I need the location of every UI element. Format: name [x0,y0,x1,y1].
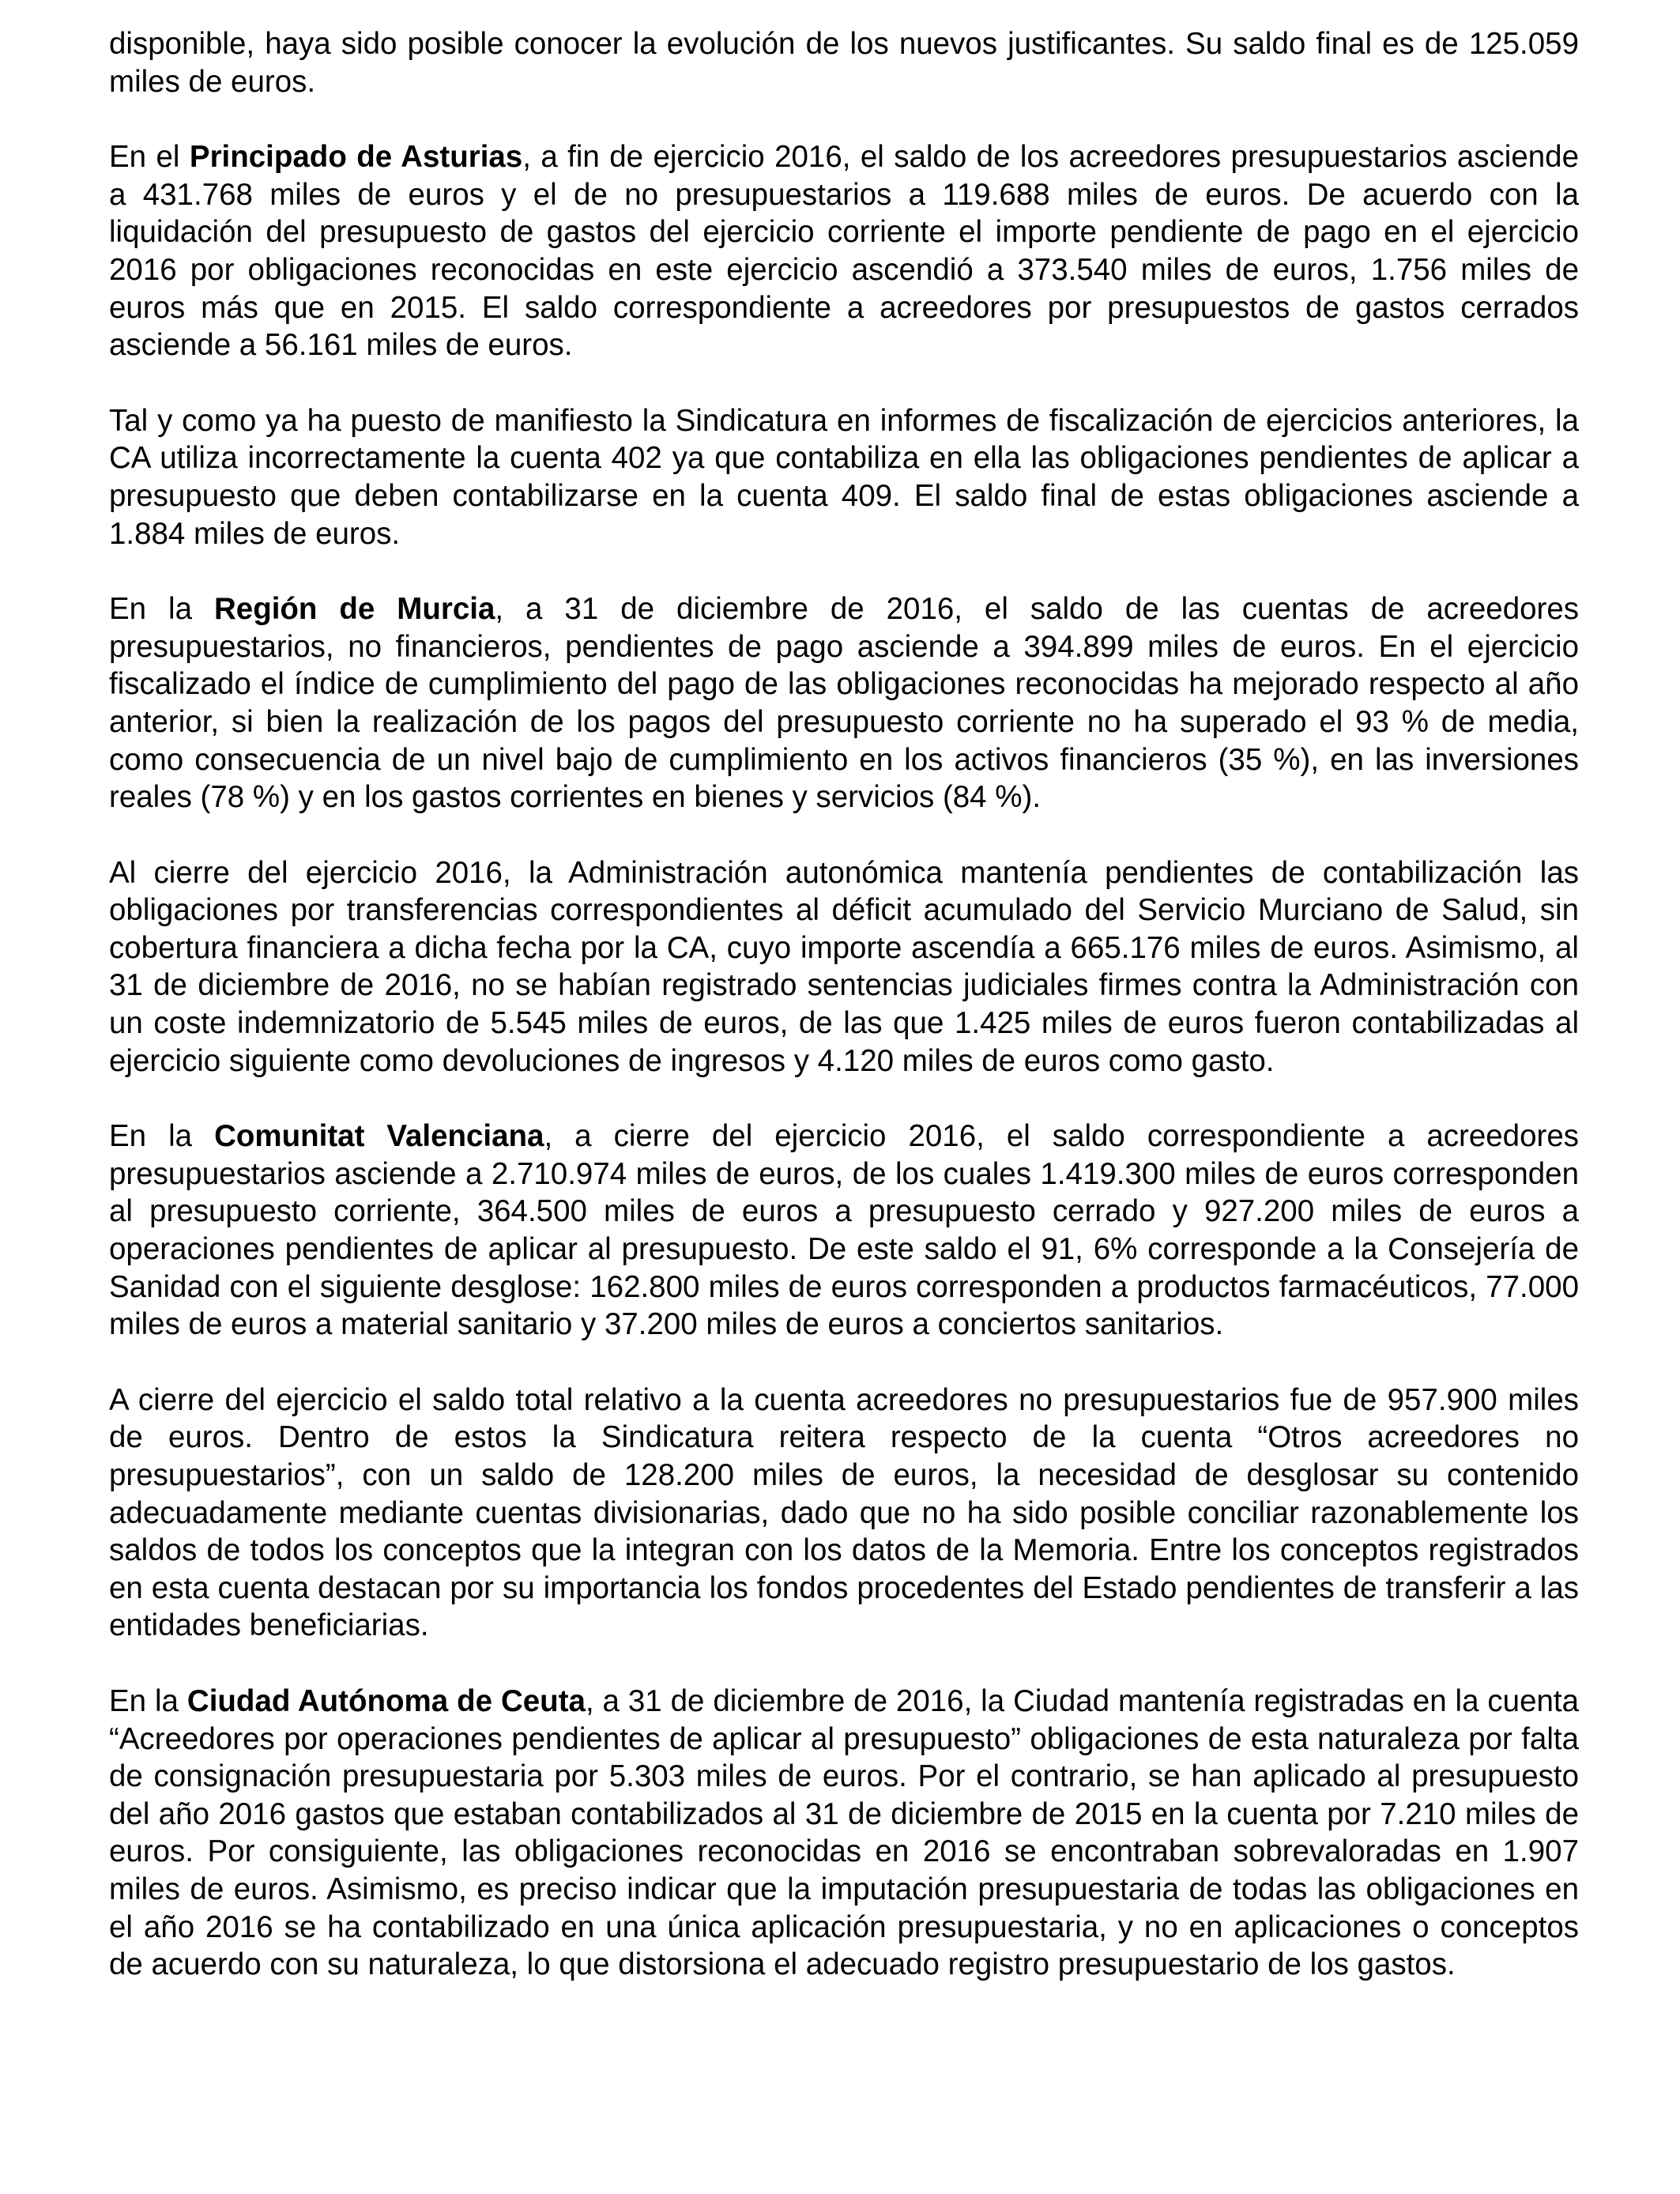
document-page [109,25,1579,1984]
paragraph-murcia [109,590,1579,816]
paragraph-murcia-deficit [109,854,1579,1080]
paragraph-text: , a cierre del ejercicio 2016, el saldo correspondiente a acreedores presupuestarios asciende a 2.710.974 miles de euros, de los cuales 1.419.300 miles de euros corresponden al presupuesto corriente, 364.500 miles de euros a presupuesto cerrado y 927.200 miles de euros a operaciones pendientes de aplicar al presupuesto. De este saldo el 91, 6% corresponde a la Consejería de Sanidad con el siguiente desglose: 162.800 miles de euros corresponden a productos farmacéuticos, 77.000 miles de euros a material sanitario y 37.200 miles de euros a conciertos sanitarios. [109,1119,1579,1342]
paragraph-ceuta-previous-continuation [109,25,1579,100]
paragraph-text: En la [109,1119,215,1154]
paragraph-text: Al cierre del ejercicio 2016, la Administración autonómica mantenía pendientes de contabilización las obligaciones por transferencias correspondientes al déficit acumulado del Servicio Murciano de Salud, sin cobertura financiera a dicha fecha por la CA, cuyo importe ascendía a 665.176 miles de euros. Asimismo, al 31 de diciembre de 2016, no se habían registrado sentencias judiciales firmes contra la Administración con un coste indemnizatorio de 5.545 miles de euros, de las que 1.425 miles de euros fueron contabilizadas al ejercicio siguiente como devoluciones de ingresos y 4.120 miles de euros como gasto. [109,855,1579,1078]
paragraph-text: , a fin de ejercicio 2016, el saldo de los acreedores presupuestarios asciende a 431.768 miles de euros y el de no presupuestarios a 119.688 miles de euros. De acuerdo con la liquidación del presupuesto de gastos del ejercicio corriente el importe pendiente de pago en el ejercicio 2016 por obligaciones reconocidas en este ejercicio ascendió a 373.540 miles de euros, 1.756 miles de euros más que en 2015. El saldo correspondiente a acreedores por presupuestos de gastos cerrados asciende a 56.161 miles de euros. [109,140,1580,363]
paragraph-valenciana [109,1118,1579,1344]
paragraph-asturias [109,138,1579,364]
region-name-murcia: Región de Murcia [213,592,495,627]
paragraph-asturias-account-402 [109,402,1579,552]
paragraph-text: En el [109,140,190,175]
region-name-asturias: Principado de Asturias [189,140,523,175]
paragraph-text: disponible, haya sido posible conocer la evolución de los nuevos justificantes. Su saldo final es de 125.059 miles de euros. [109,27,1579,99]
paragraph-text: En la [109,592,214,627]
paragraph-text: , a 31 de diciembre de 2016, la Ciudad mantenía registradas en la cuenta “Acreedores por operaciones pendientes de aplicar al presupuesto” obligaciones de esta naturaleza por falta de consignación presupuestaria por 5.303 miles de euros. Por el contrario, se han aplicado al presupuesto del año 2016 gastos que estaban contabilizados al 31 de diciembre de 2015 en la cuenta por 7.210 miles de euros. Por consiguiente, las obligaciones reconocidas en 2016 se encontraban sobrevaloradas en 1.907 miles de euros. Asimismo, es preciso indicar que la imputación presupuestaria de todas las obligaciones en el año 2016 se ha contabilizado en una única aplicación presupuestaria, y no en aplicaciones o conceptos de acuerdo con su naturaleza, lo que distorsiona el adecuado registro presupuestario de los gastos. [109,1683,1580,1982]
paragraph-valenciana-non-budget [109,1382,1579,1645]
paragraph-text: Tal y como ya ha puesto de manifiesto la Sindicatura en informes de fiscalización de ejercicios anteriores, la CA utiliza incorrectamente la cuenta 402 ya que contabiliza en ella las obligaciones pendientes de aplicar a presupuesto que deben contabilizarse en la cuenta 409. El saldo final de estas obligaciones asciende a 1.884 miles de euros. [109,403,1579,551]
region-name-valenciana: Comunitat Valenciana [214,1119,544,1154]
paragraph-text: , a 31 de diciembre de 2016, el saldo de las cuentas de acreedores presupuestarios, no financieros, pendientes de pago asciende a 394.899 miles de euros. En el ejercicio fiscalizado el índice de cumplimiento del pago de las obligaciones reconocidas ha mejorado respecto al año anterior, si bien la realización de los pagos del presupuesto corriente no ha superado el 93 % de media, como consecuencia de un nivel bajo de cumplimiento en los activos financieros (35 %), en las inversiones reales (78 %) y en los gastos corrientes en bienes y servicios (84 %). [109,592,1579,815]
region-name-ceuta: Ciudad Autónoma de Ceuta [186,1683,586,1718]
paragraph-ceuta [109,1683,1579,1984]
paragraph-text: A cierre del ejercicio el saldo total relativo a la cuenta acreedores no presupuestarios fue de 957.900 miles de euros. Dentro de estos la Sindicatura reitera respecto de la cuenta “Otros acreedores no presupuestarios”, con un saldo de 128.200 miles de euros, la necesidad de desglosar su contenido adecuadamente mediante cuentas divisionarias, dado que no ha sido posible conciliar razonablemente los saldos de todos los conceptos que la integran con los datos de la Memoria. Entre los conceptos registrados en esta cuenta destacan por su importancia los fondos procedentes del Estado pendientes de transferir a las entidades beneficiarias. [109,1382,1579,1643]
paragraph-text: En la [109,1683,187,1718]
